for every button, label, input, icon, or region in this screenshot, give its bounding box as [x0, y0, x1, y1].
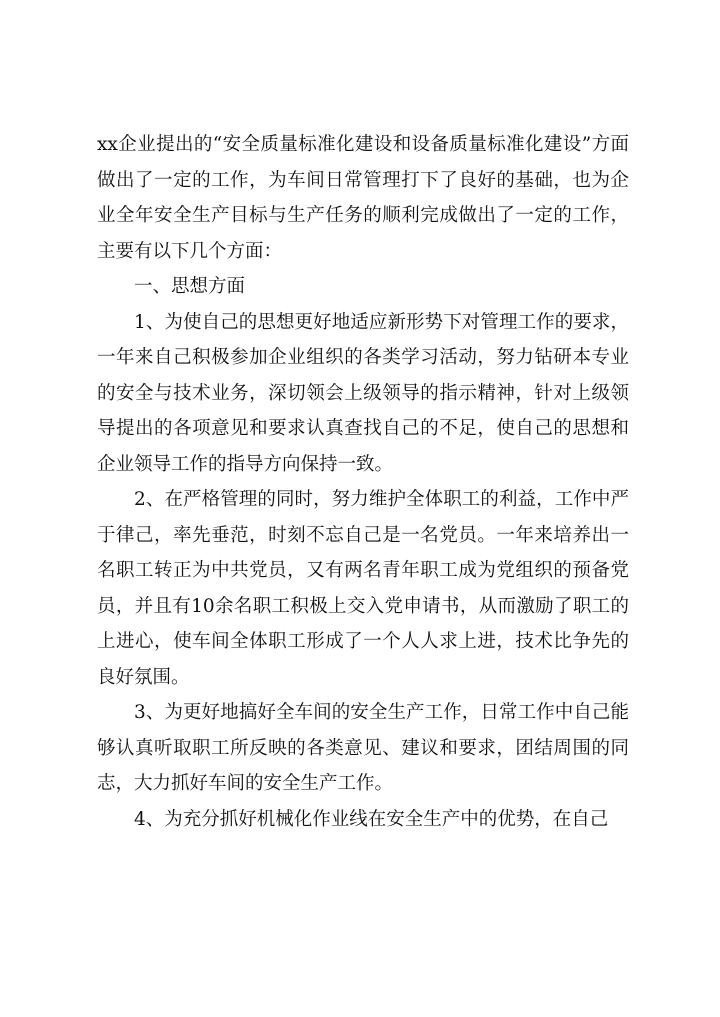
document-body: [97, 127, 629, 837]
section-heading-thought: 一、思想方面: [134, 276, 246, 297]
paragraph-item-1: 1、为使自己的思想更好地适应新形势下对管理工作的要求，一年来自己积极参加企业组织的各类学习活动，努力钻研本专业的安全与技术业务，深切领会上级领导的指示精神，针对上级领导提出的各项意见和要求认真查找自己的不足，使自己的思想和企业领导工作的指导方向保持一致。: [97, 311, 629, 475]
paragraph-item-3: 3、为更好地搞好全车间的安全生产工作，日常工作中自己能够认真听取职工所反映的各类意见、建议和要求，团结周围的同志，大力抓好车间的安全生产工作。: [97, 702, 629, 794]
paragraph-item-4: 4、为充分抓好机械化作业线在安全生产中的优势，在自己: [134, 808, 609, 830]
paragraph-item-2: 2、在严格管理的同时，努力维护全体职工的利益，工作中严于律己，率先垂范，时刻不忘自己是一名党员。一年来培养出一名职工转正为中共党员，又有两名青年职工成为党组织的预备党员，并且有10余名职工积极上交入党申请书，从而激励了职工的上进心，使车间全体职工形成了一个人人求上进，技术比争先的良好氛围。: [97, 489, 629, 688]
intro-paragraph: xx企业提出的“安全质量标准化建设和设备质量标准化建设”方面做出了一定的工作，为车间日常管理打下了良好的基础，也为企业全年安全生产目标与生产任务的顺利完成做出了一定的工作，主要有以下几个方面：: [97, 134, 629, 262]
